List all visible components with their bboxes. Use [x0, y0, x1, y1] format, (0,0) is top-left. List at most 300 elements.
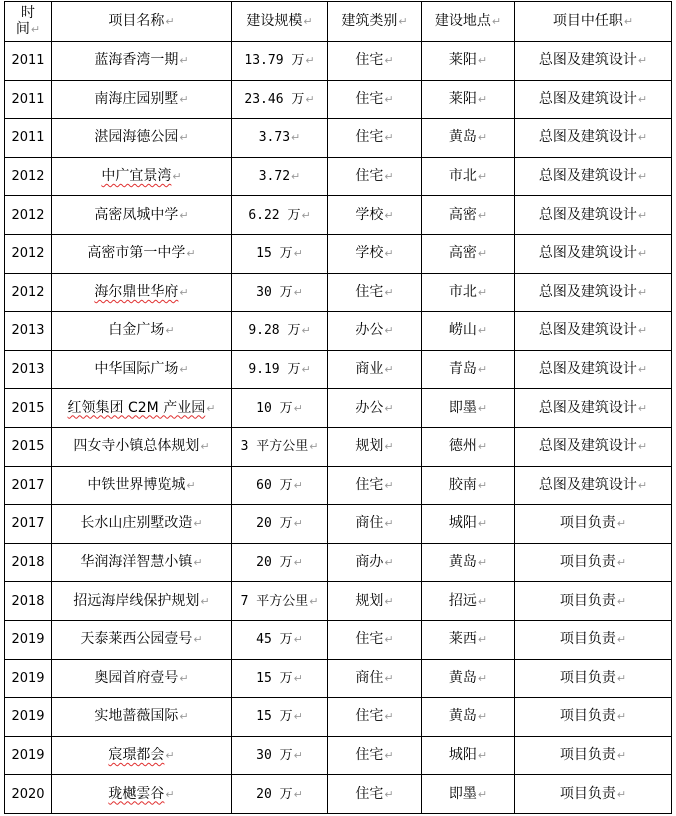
table-row [5, 543, 672, 582]
paragraph-mark: ↵ [384, 517, 394, 531]
cell-building-type [328, 582, 422, 621]
cell-scale-text: 3.73 [258, 130, 291, 146]
table-row [5, 389, 672, 428]
cell-building-type-text: 办公 [355, 322, 384, 339]
header-type-label: 建筑类别 [341, 13, 398, 29]
paragraph-mark: ↵ [305, 54, 315, 68]
cell-scale-text: 45 万 [256, 632, 293, 648]
cell-scale-text: 20 万 [256, 786, 293, 802]
paragraph-mark: ↵ [477, 285, 488, 299]
paragraph-mark: ↵ [293, 748, 303, 762]
cell-role-text: 总图及建筑设计 [538, 245, 637, 262]
header-time [5, 2, 52, 42]
cell-building-type [328, 427, 422, 466]
paragraph-mark: ↵ [301, 363, 311, 377]
cell-scale-text: 3 平方公里 [240, 439, 309, 455]
cell-building-type [328, 157, 422, 196]
paragraph-mark: ↵ [477, 324, 488, 338]
paragraph-mark: ↵ [309, 594, 319, 608]
cell-project-name [52, 157, 232, 196]
cell-project-name-text: 珑樾雲谷 [108, 785, 165, 802]
cell-building-type [328, 312, 422, 351]
cell-year [5, 119, 52, 158]
table-row [5, 196, 672, 235]
paragraph-mark: ↵ [384, 170, 394, 184]
cell-scale [232, 80, 328, 119]
cell-scale-text: 30 万 [256, 747, 293, 763]
cell-location-text: 市北 [448, 283, 477, 300]
paragraph-mark: ↵ [477, 517, 488, 531]
cell-year-text: 2013 [11, 323, 45, 339]
cell-project-name-text: 中华国际广场 [94, 361, 179, 378]
paragraph-mark: ↵ [616, 748, 627, 762]
table-row [5, 659, 672, 698]
cell-year [5, 543, 52, 582]
cell-location-text: 城阳 [448, 515, 477, 532]
cell-project-name [52, 427, 232, 466]
paragraph-mark: ↵ [616, 710, 627, 724]
paragraph-mark: ↵ [477, 787, 488, 801]
cell-project-name [52, 42, 232, 81]
cell-year-text: 2015 [11, 400, 45, 416]
paragraph-mark: ↵ [616, 671, 627, 685]
cell-project-name [52, 698, 232, 737]
paragraph-mark: ↵ [477, 247, 488, 261]
cell-project-name-text: 华润海洋智慧小镇 [80, 554, 193, 571]
paragraph-mark: ↵ [616, 517, 627, 531]
paragraph-mark: ↵ [623, 15, 634, 28]
cell-role-text: 总图及建筑设计 [538, 168, 637, 185]
paragraph-mark: ↵ [477, 92, 488, 106]
cell-scale [232, 350, 328, 389]
project-table [4, 1, 672, 814]
cell-location [422, 119, 515, 158]
cell-building-type [328, 389, 422, 428]
header-type [328, 2, 422, 42]
cell-year-text: 2017 [11, 477, 45, 493]
paragraph-mark: ↵ [384, 363, 394, 377]
cell-scale [232, 543, 328, 582]
cell-role [515, 273, 672, 312]
cell-project-name-text: 实地蔷薇国际 [94, 708, 179, 725]
cell-project-name [52, 582, 232, 621]
cell-role-text: 总图及建筑设计 [538, 476, 637, 493]
cell-building-type-text: 住宅 [355, 785, 384, 802]
cell-role-text: 项目负责 [559, 785, 616, 802]
cell-scale-text: 15 万 [256, 670, 293, 686]
cell-project-name [52, 273, 232, 312]
paragraph-mark: ↵ [637, 131, 648, 145]
cell-year-text: 2012 [11, 207, 45, 223]
paragraph-mark: ↵ [165, 324, 175, 338]
table-row [5, 505, 672, 544]
paragraph-mark: ↵ [477, 478, 488, 492]
cell-scale [232, 620, 328, 659]
cell-building-type-text: 规划 [355, 438, 384, 455]
header-time-line2: 间 [15, 21, 30, 37]
paragraph-mark: ↵ [384, 633, 394, 647]
cell-scale-text: 9.28 万 [248, 323, 301, 339]
cell-scale-text: 7 平方公里 [240, 593, 309, 609]
paragraph-mark: ↵ [477, 170, 488, 184]
cell-scale [232, 42, 328, 81]
paragraph-mark: ↵ [193, 517, 203, 531]
cell-project-name-text: 中铁世界博览城 [87, 476, 186, 493]
paragraph-mark: ↵ [384, 556, 394, 570]
paragraph-mark: ↵ [291, 131, 301, 145]
paragraph-mark: ↵ [293, 633, 303, 647]
cell-year-text: 2017 [11, 516, 45, 532]
cell-building-type [328, 620, 422, 659]
cell-location-text: 高密 [448, 206, 477, 223]
cell-location [422, 736, 515, 775]
cell-building-type-text: 住宅 [355, 708, 384, 725]
cell-role [515, 543, 672, 582]
paragraph-mark: ↵ [637, 247, 648, 261]
cell-project-name [52, 775, 232, 814]
cell-scale-text: 15 万 [256, 246, 293, 262]
cell-year [5, 659, 52, 698]
cell-scale [232, 698, 328, 737]
table-row [5, 312, 672, 351]
cell-year-text: 2011 [11, 91, 45, 107]
cell-year [5, 389, 52, 428]
paragraph-mark: ↵ [477, 633, 488, 647]
cell-location-text: 德州 [448, 438, 477, 455]
cell-role [515, 659, 672, 698]
paragraph-mark: ↵ [477, 748, 488, 762]
paragraph-mark: ↵ [637, 440, 648, 454]
cell-location-text: 黄岛 [448, 554, 477, 571]
cell-year-text: 2019 [11, 632, 45, 648]
cell-year [5, 620, 52, 659]
paragraph-mark: ↵ [637, 92, 648, 106]
paragraph-mark: ↵ [616, 594, 627, 608]
header-location-label: 建设地点 [434, 13, 491, 29]
cell-location-text: 即墨 [448, 399, 477, 416]
paragraph-mark: ↵ [200, 440, 210, 454]
paragraph-mark: ↵ [491, 15, 502, 28]
cell-location [422, 80, 515, 119]
cell-year [5, 273, 52, 312]
cell-project-name-text: 四女寺小镇总体规划 [73, 438, 200, 455]
paragraph-mark: ↵ [309, 440, 319, 454]
cell-role-text: 项目负责 [559, 554, 616, 571]
paragraph-mark: ↵ [384, 478, 394, 492]
cell-building-type [328, 505, 422, 544]
cell-building-type [328, 80, 422, 119]
cell-scale [232, 775, 328, 814]
table-row [5, 736, 672, 775]
cell-scale [232, 234, 328, 273]
paragraph-mark: ↵ [477, 594, 488, 608]
paragraph-mark: ↵ [293, 671, 303, 685]
cell-location-text: 崂山 [448, 322, 477, 339]
cell-building-type-text: 住宅 [355, 631, 384, 648]
cell-project-name-text: 海尔鼎世华府 [94, 283, 179, 300]
cell-year-text: 2012 [11, 284, 45, 300]
cell-project-name [52, 312, 232, 351]
header-scale [232, 2, 328, 42]
cell-year-text: 2011 [11, 130, 45, 146]
cell-year-text: 2015 [11, 439, 45, 455]
paragraph-mark: ↵ [179, 131, 189, 145]
cell-scale-text: 13.79 万 [244, 53, 305, 69]
cell-location [422, 312, 515, 351]
paragraph-mark: ↵ [477, 710, 488, 724]
cell-year [5, 698, 52, 737]
cell-role [515, 775, 672, 814]
table-row [5, 42, 672, 81]
cell-building-type-text: 住宅 [355, 476, 384, 493]
paragraph-mark: ↵ [293, 556, 303, 570]
cell-project-name [52, 234, 232, 273]
paragraph-mark: ↵ [301, 324, 311, 338]
cell-scale [232, 196, 328, 235]
paragraph-mark: ↵ [30, 23, 41, 36]
paragraph-mark: ↵ [398, 15, 408, 28]
cell-scale-text: 6.22 万 [248, 207, 301, 223]
cell-scale [232, 389, 328, 428]
paragraph-mark: ↵ [293, 517, 303, 531]
cell-role-text: 总图及建筑设计 [538, 206, 637, 223]
cell-location-text: 莱西 [448, 631, 477, 648]
header-time-line1: 时 [21, 5, 35, 21]
paragraph-mark: ↵ [384, 324, 394, 338]
cell-role [515, 42, 672, 81]
cell-project-name-text: 南海庄园别墅 [94, 90, 179, 107]
paragraph-mark: ↵ [193, 556, 203, 570]
header-name [52, 2, 232, 42]
cell-project-name [52, 659, 232, 698]
header-scale-label: 建设规模 [246, 13, 303, 29]
cell-role-text: 总图及建筑设计 [538, 283, 637, 300]
cell-scale-text: 60 万 [256, 477, 293, 493]
table-row [5, 273, 672, 312]
cell-year [5, 196, 52, 235]
cell-building-type-text: 学校 [355, 245, 384, 262]
header-name-label: 项目名称 [108, 13, 165, 29]
cell-location [422, 42, 515, 81]
table-row [5, 775, 672, 814]
cell-building-type-text: 住宅 [355, 52, 384, 69]
header-location [422, 2, 515, 42]
cell-year-text: 2018 [11, 555, 45, 571]
cell-scale [232, 427, 328, 466]
cell-role [515, 157, 672, 196]
paragraph-mark: ↵ [616, 556, 627, 570]
table-row [5, 466, 672, 505]
cell-role [515, 119, 672, 158]
cell-project-name [52, 620, 232, 659]
paragraph-mark: ↵ [477, 363, 488, 377]
cell-location [422, 350, 515, 389]
cell-year [5, 157, 52, 196]
cell-scale [232, 119, 328, 158]
cell-year-text: 2019 [11, 670, 45, 686]
cell-location [422, 698, 515, 737]
cell-building-type [328, 736, 422, 775]
cell-scale [232, 582, 328, 621]
cell-project-name [52, 543, 232, 582]
cell-building-type [328, 466, 422, 505]
cell-building-type [328, 659, 422, 698]
cell-location-text: 高密 [448, 245, 477, 262]
paragraph-mark: ↵ [293, 401, 303, 415]
table-body [5, 42, 672, 814]
cell-location-text: 市北 [448, 168, 477, 185]
cell-location [422, 273, 515, 312]
paragraph-mark: ↵ [179, 671, 189, 685]
paragraph-mark: ↵ [637, 324, 648, 338]
paragraph-mark: ↵ [305, 92, 315, 106]
cell-location-text: 青岛 [448, 361, 477, 378]
cell-scale-text: 20 万 [256, 555, 293, 571]
cell-year [5, 775, 52, 814]
cell-project-name-text: 宸璟都会 [108, 746, 165, 763]
cell-year [5, 736, 52, 775]
cell-building-type-text: 住宅 [355, 746, 384, 763]
cell-scale-text: 30 万 [256, 284, 293, 300]
header-role-label: 项目中任职 [552, 13, 623, 29]
cell-project-name [52, 196, 232, 235]
cell-role [515, 736, 672, 775]
cell-role-text: 总图及建筑设计 [538, 129, 637, 146]
paragraph-mark: ↵ [637, 54, 648, 68]
cell-project-name-text: 红领集团 C2M 产业园 [67, 399, 206, 416]
cell-scale-text: 9.19 万 [248, 362, 301, 378]
cell-location-text: 黄岛 [448, 708, 477, 725]
cell-location [422, 466, 515, 505]
paragraph-mark: ↵ [303, 15, 313, 28]
cell-location [422, 543, 515, 582]
cell-project-name-text: 长水山庄别墅改造 [80, 515, 193, 532]
cell-role-text: 项目负责 [559, 515, 616, 532]
table-row [5, 582, 672, 621]
paragraph-mark: ↵ [206, 401, 216, 415]
cell-building-type [328, 42, 422, 81]
cell-role-text: 项目负责 [559, 708, 616, 725]
cell-project-name-text: 招远海岸线保护规划 [73, 592, 200, 609]
cell-project-name [52, 80, 232, 119]
cell-role-text: 总图及建筑设计 [538, 90, 637, 107]
cell-scale [232, 312, 328, 351]
paragraph-mark: ↵ [291, 170, 301, 184]
cell-location [422, 775, 515, 814]
cell-location-text: 莱阳 [448, 52, 477, 69]
cell-scale [232, 157, 328, 196]
cell-year [5, 42, 52, 81]
paragraph-mark: ↵ [477, 556, 488, 570]
paragraph-mark: ↵ [384, 787, 394, 801]
cell-location-text: 黄岛 [448, 129, 477, 146]
paragraph-mark: ↵ [179, 710, 189, 724]
cell-project-name-text: 奥园首府壹号 [94, 669, 179, 686]
cell-project-name-text: 中广宜景湾 [101, 168, 172, 185]
cell-location [422, 234, 515, 273]
table-row [5, 350, 672, 389]
cell-role [515, 196, 672, 235]
cell-year-text: 2019 [11, 747, 45, 763]
paragraph-mark: ↵ [179, 208, 189, 222]
paragraph-mark: ↵ [179, 285, 189, 299]
table-row [5, 119, 672, 158]
cell-building-type [328, 543, 422, 582]
paragraph-mark: ↵ [293, 478, 303, 492]
cell-location-text: 即墨 [448, 785, 477, 802]
cell-role [515, 389, 672, 428]
table-header-row [5, 2, 672, 42]
cell-year [5, 312, 52, 351]
paragraph-mark: ↵ [165, 15, 175, 28]
table-row [5, 620, 672, 659]
paragraph-mark: ↵ [179, 363, 189, 377]
cell-location [422, 196, 515, 235]
cell-location-text: 招远 [448, 592, 477, 609]
paragraph-mark: ↵ [384, 440, 394, 454]
cell-building-type [328, 196, 422, 235]
paragraph-mark: ↵ [637, 401, 648, 415]
cell-scale [232, 505, 328, 544]
cell-role-text: 总图及建筑设计 [538, 399, 637, 416]
cell-scale-text: 20 万 [256, 516, 293, 532]
cell-role [515, 466, 672, 505]
cell-role-text: 项目负责 [559, 592, 616, 609]
cell-location [422, 505, 515, 544]
cell-project-name-text: 高密凤城中学 [94, 206, 179, 223]
cell-role-text: 项目负责 [559, 746, 616, 763]
paragraph-mark: ↵ [293, 710, 303, 724]
cell-building-type [328, 775, 422, 814]
cell-project-name [52, 505, 232, 544]
paragraph-mark: ↵ [186, 247, 196, 261]
cell-year [5, 350, 52, 389]
cell-building-type-text: 商业 [355, 361, 384, 378]
cell-location-text: 城阳 [448, 746, 477, 763]
paragraph-mark: ↵ [477, 671, 488, 685]
paragraph-mark: ↵ [637, 478, 648, 492]
paragraph-mark: ↵ [477, 131, 488, 145]
paragraph-mark: ↵ [637, 363, 648, 377]
paragraph-mark: ↵ [165, 787, 175, 801]
paragraph-mark: ↵ [293, 247, 303, 261]
paragraph-mark: ↵ [186, 478, 196, 492]
cell-location [422, 389, 515, 428]
cell-scale-text: 15 万 [256, 709, 293, 725]
cell-location-text: 胶南 [448, 476, 477, 493]
paragraph-mark: ↵ [301, 208, 311, 222]
cell-year [5, 234, 52, 273]
cell-year-text: 2011 [11, 53, 45, 69]
cell-building-type [328, 698, 422, 737]
table-row [5, 157, 672, 196]
cell-role-text: 项目负责 [559, 631, 616, 648]
cell-year [5, 505, 52, 544]
cell-project-name [52, 350, 232, 389]
paragraph-mark: ↵ [384, 748, 394, 762]
cell-location-text: 黄岛 [448, 669, 477, 686]
cell-year-text: 2012 [11, 169, 45, 185]
cell-role-text: 总图及建筑设计 [538, 438, 637, 455]
paragraph-mark: ↵ [179, 92, 189, 106]
cell-scale-text: 23.46 万 [244, 91, 305, 107]
paragraph-mark: ↵ [193, 633, 203, 647]
paragraph-mark: ↵ [179, 54, 189, 68]
cell-location [422, 659, 515, 698]
cell-location-text: 莱阳 [448, 90, 477, 107]
paragraph-mark: ↵ [384, 208, 394, 222]
cell-scale [232, 659, 328, 698]
